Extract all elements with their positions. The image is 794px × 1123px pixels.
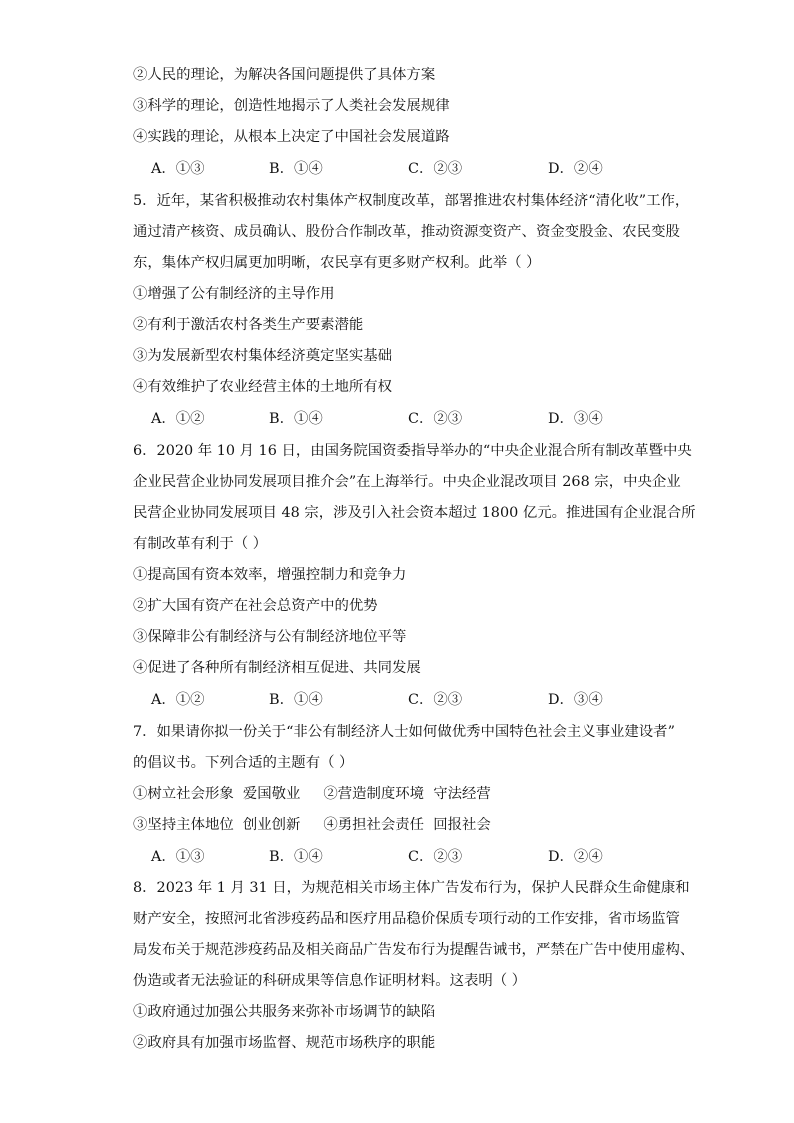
q7-stem-line-1: 7．如果请你拟一份关于“非公有制经济人士如何做优秀中国特色社会主义事业建设者” bbox=[133, 724, 675, 740]
q8-stem-line-1: 8．2023 年 1 月 31 日，为规范相关市场主体广告发布行为，保护人民群众生命健康和 bbox=[133, 880, 690, 896]
q4-option-a[interactable]: A．①③ bbox=[151, 161, 205, 177]
q5-statement-4: ④有效维护了农业经营主体的土地所有权 bbox=[133, 379, 393, 395]
q4-option-c[interactable]: C．②③ bbox=[408, 161, 463, 177]
q5-options bbox=[151, 410, 631, 428]
q6-option-c[interactable]: C．②③ bbox=[408, 692, 463, 708]
q5-stem-line-1: 5．近年，某省积极推动农村集体产权制度改革，部署推进农村集体经济“清化收”工作， bbox=[133, 193, 690, 209]
q7-option-c[interactable]: C．②③ bbox=[408, 849, 463, 865]
q6-options bbox=[151, 691, 631, 709]
q5-statement-2: ②有利于激活农村各类生产要素潜能 bbox=[133, 317, 364, 333]
q4-option-d[interactable]: D．②④ bbox=[548, 161, 603, 177]
q5-option-d[interactable]: D．③④ bbox=[548, 411, 603, 427]
q8-stem-line-3: 局发布关于规范涉疫药品及相关商品广告发布行为提醒告诫书，严禁在广告中使用虚构、 bbox=[133, 942, 695, 958]
q5-statement-3: ③为发展新型农村集体经济奠定坚实基础 bbox=[133, 348, 393, 364]
q6-statement-2: ②扩大国有资产在社会总资产中的优势 bbox=[133, 598, 378, 614]
q8-stem-line-2: 财产安全，按照河北省涉疫药品和医疗用品稳价保质专项行动的工作安排，省市场监管 bbox=[133, 911, 680, 927]
q7-options bbox=[151, 848, 631, 866]
q5-option-b[interactable]: B．①④ bbox=[269, 411, 323, 427]
q7-stem-line-2: 的倡议书。下列合适的主题有（ ） bbox=[133, 755, 354, 771]
q8-stem-line-4: 伪造或者无法验证的科研成果等信息作证明材料。这表明（ ） bbox=[133, 973, 527, 989]
q8-statement-2: ②政府具有加强市场监督、规范市场秩序的职能 bbox=[133, 1035, 436, 1051]
q6-stem-line-1: 6．2020 年 10 月 16 日，由国务院国资委指导举办的“中央企业混合所有制改革暨中央 bbox=[133, 443, 692, 459]
q5-option-c[interactable]: C．②③ bbox=[408, 411, 463, 427]
q4-option-b[interactable]: B．①④ bbox=[269, 161, 323, 177]
q6-stem-line-3: 民营企业协同发展项目 48 宗，涉及引入社会资本超过 1800 亿元。推进国有企业混合所 bbox=[133, 505, 696, 521]
q5-stem-line-2: 通过清产核资、成员确认、股份合作制改革，推动资源变资产、资金变股金、农民变股 bbox=[133, 224, 680, 240]
q6-option-d[interactable]: D．③④ bbox=[548, 692, 603, 708]
q8-statement-1: ①政府通过加强公共服务来弥补市场调节的缺陷 bbox=[133, 1004, 436, 1020]
q4-statement-3: ③科学的理论，创造性地揭示了人类社会发展规律 bbox=[133, 98, 450, 114]
q7-statements-row-1: ①树立社会形象 爱国敬业 ②营造制度环境 守法经营 bbox=[133, 786, 491, 802]
q7-option-d[interactable]: D．②④ bbox=[548, 849, 603, 865]
q6-statement-3: ③保障非公有制经济与公有制经济地位平等 bbox=[133, 629, 407, 645]
q7-option-a[interactable]: A．①③ bbox=[151, 849, 205, 865]
q4-statement-4: ④实践的理论，从根本上决定了中国社会发展道路 bbox=[133, 129, 450, 145]
q7-option-b[interactable]: B．①④ bbox=[269, 849, 323, 865]
q6-statement-4: ④促进了各种所有制经济相互促进、共同发展 bbox=[133, 660, 421, 676]
q6-stem-line-2: 企业民营企业协同发展项目推介会”在上海举行。中央企业混改项目 268 宗，中央企业 bbox=[133, 474, 681, 490]
q7-statements-row-2: ③坚持主体地位 创业创新 ④勇担社会责任 回报社会 bbox=[133, 817, 491, 833]
q4-options bbox=[151, 160, 631, 178]
q6-option-a[interactable]: A．①② bbox=[151, 692, 205, 708]
q5-option-a[interactable]: A．①② bbox=[151, 411, 205, 427]
q6-option-b[interactable]: B．①④ bbox=[269, 692, 323, 708]
q4-statement-2: ②人民的理论，为解决各国问题提供了具体方案 bbox=[133, 67, 436, 83]
q6-statement-1: ①提高国有资本效率，增强控制力和竞争力 bbox=[133, 567, 407, 583]
q5-statement-1: ①增强了公有制经济的主导作用 bbox=[133, 286, 335, 302]
q5-stem-line-3: 东，集体产权归属更加明晰，农民享有更多财产权利。此举（ ） bbox=[133, 255, 541, 271]
q6-stem-line-4: 有制改革有利于（ ） bbox=[133, 536, 268, 552]
